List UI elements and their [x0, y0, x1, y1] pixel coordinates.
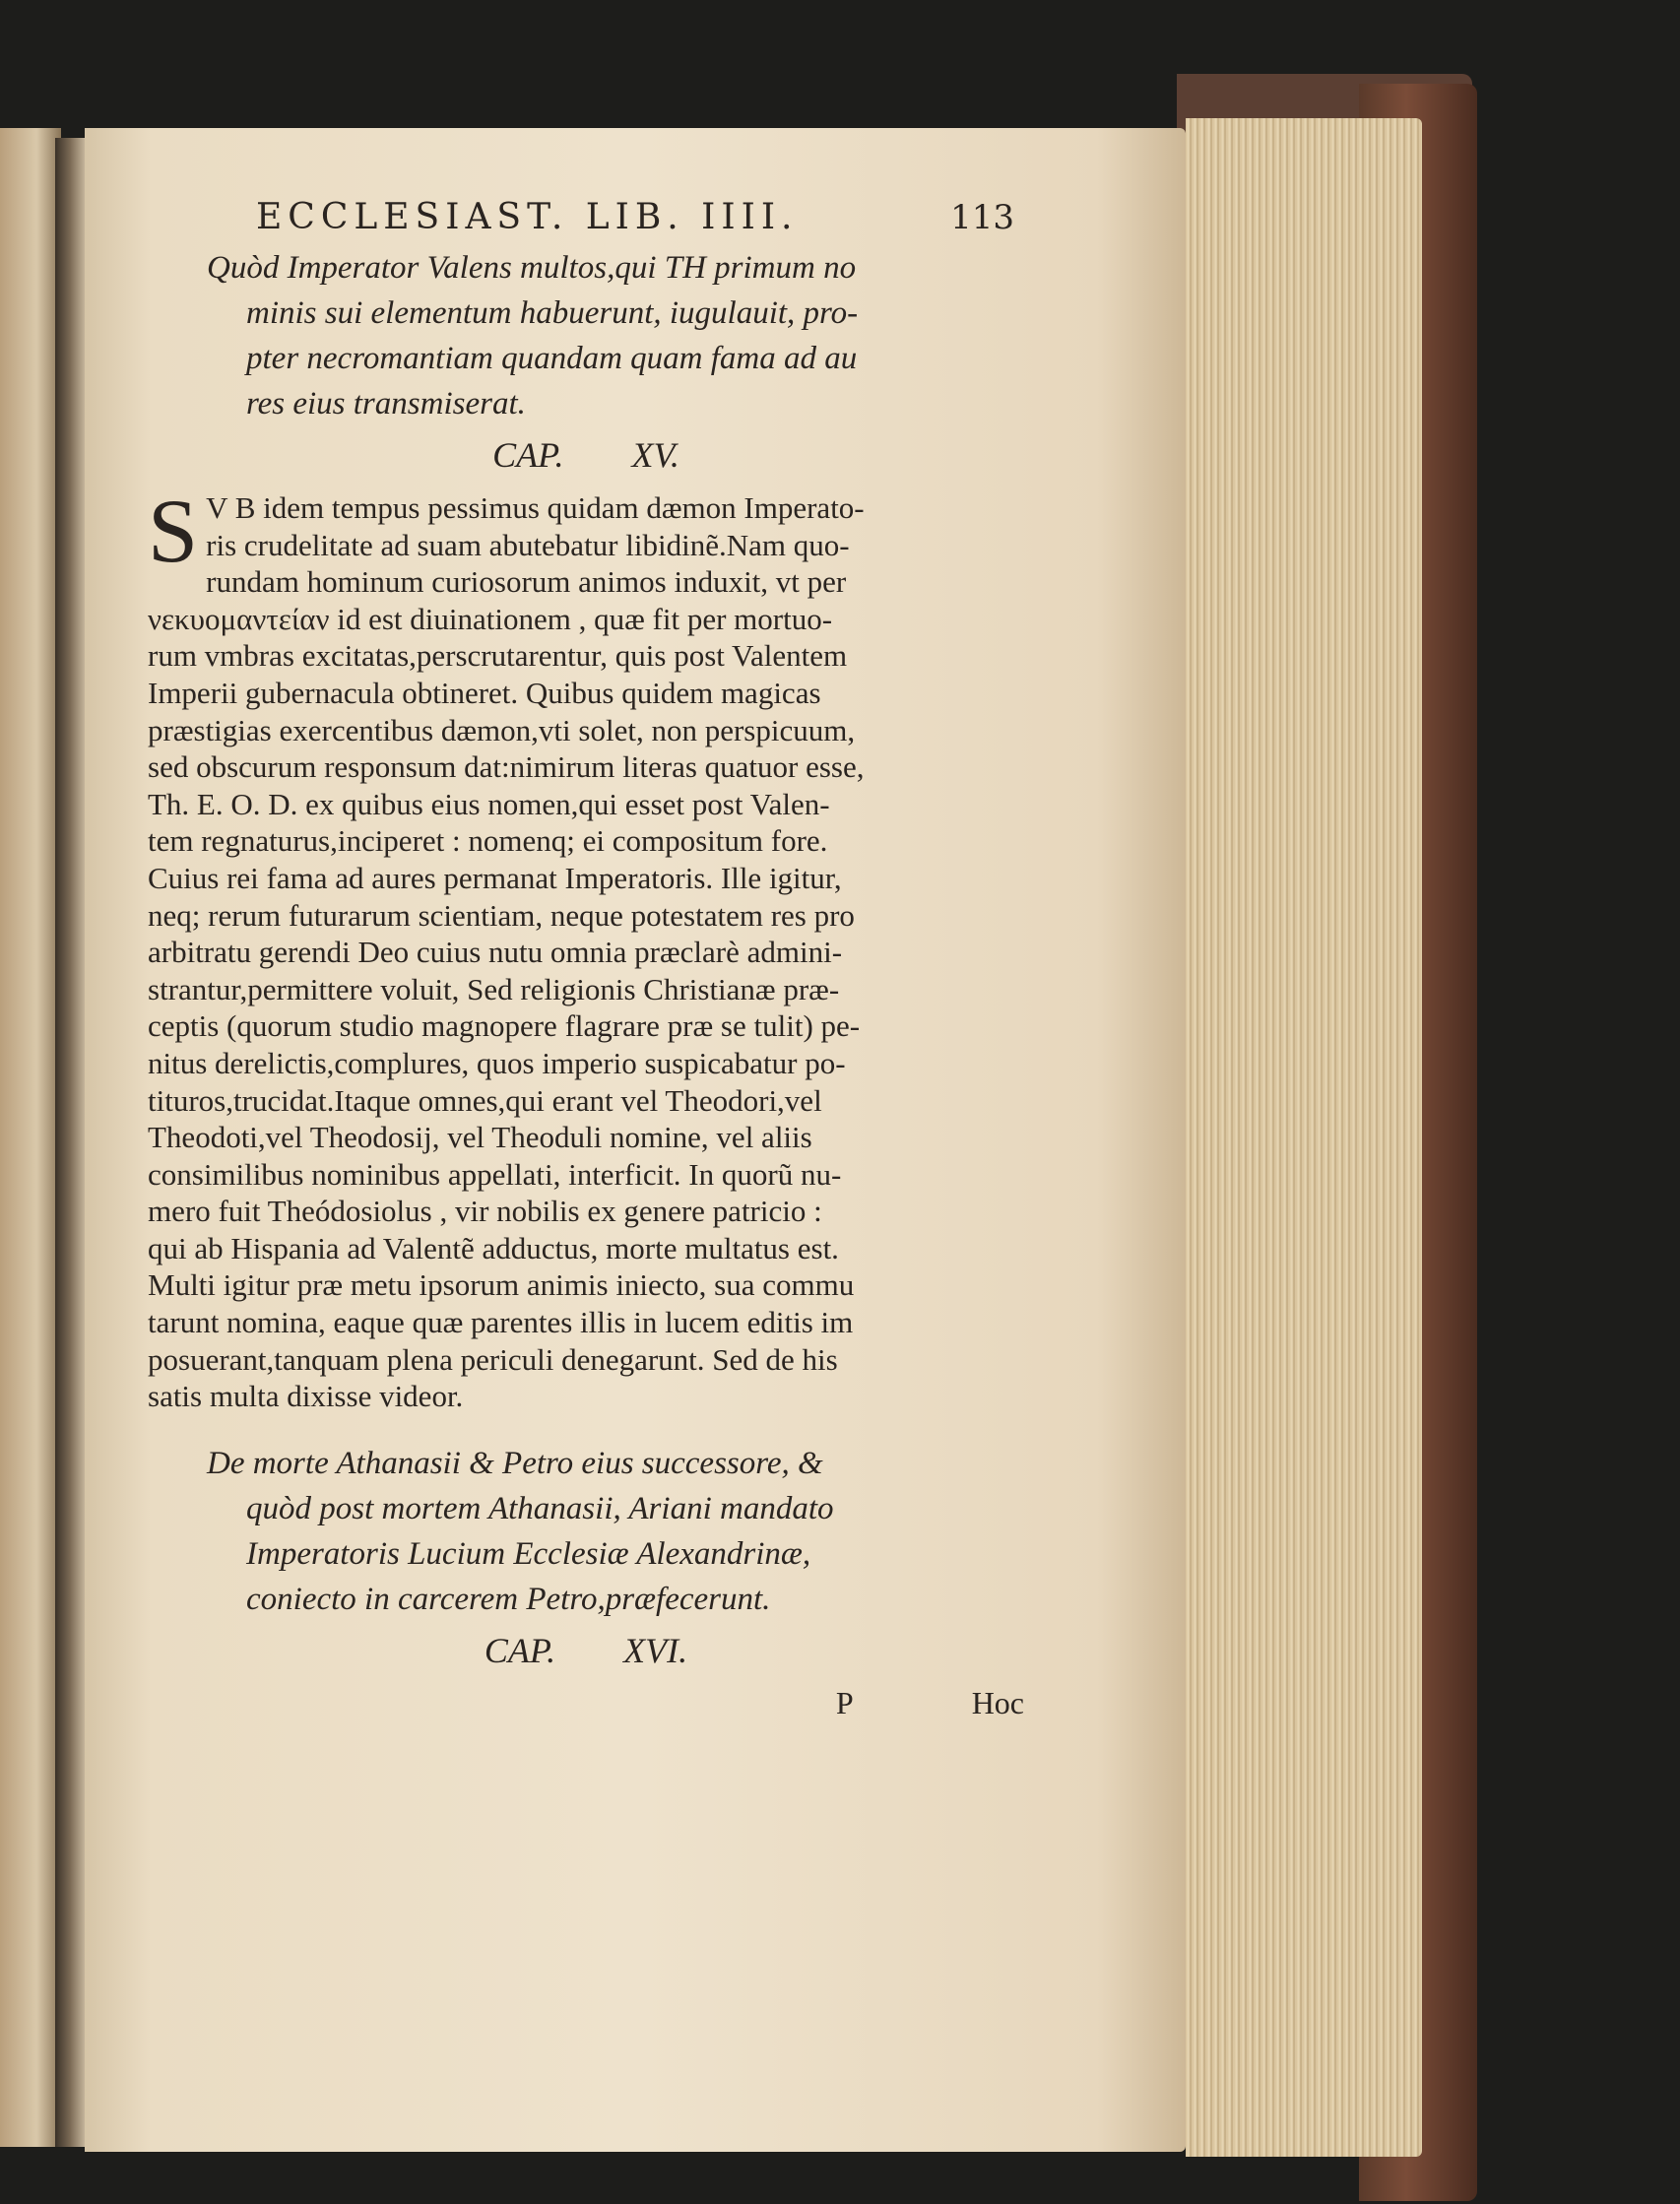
text-line: sed obscurum responsum dat:nimirum literas quatuor esse,	[148, 749, 865, 785]
text-line: nitus derelictis,complures, quos imperio suspicabatur po-	[148, 1045, 846, 1080]
text-line: posuerant,tanquam plena periculi denegarunt. Sed de his	[148, 1341, 838, 1377]
text-line: Imperii gubernacula obtineret. Quibus quidem magicas	[148, 675, 821, 710]
chapter-16-title	[207, 1441, 965, 1622]
text-line: strantur,permittere voluit, Sed religionis Christianæ præ-	[148, 971, 840, 1006]
text-line: tituros,trucidat.Itaque omnes,qui erant vel Theodori,vel	[148, 1082, 822, 1118]
running-head	[256, 197, 1014, 237]
running-head-title: ECCLESIAST. LIB. IIII.	[256, 197, 799, 237]
facing-page-edge	[0, 128, 61, 2147]
text-line: mero fuit Theódosiolus , vir nobilis ex genere patricio :	[148, 1194, 822, 1229]
chapter-15-heading: CAP. XV.	[492, 435, 679, 475]
text-line: Cuius rei fama ad aures permanat Imperatoris. Ille igitur,	[148, 860, 842, 895]
chapter-title-line: quòd post mortem Athanasii, Ariani mandato	[246, 1490, 834, 1526]
chapter-title-line: Imperatoris Lucium Ecclesiæ Alexandrinæ,	[246, 1535, 811, 1572]
chapter-title-line: Quòd Imperator Valens multos,qui TH primum no	[207, 250, 857, 286]
chapter-15-title	[207, 245, 965, 426]
chapter-title-line: res eius transmiserat.	[246, 386, 526, 421]
chapter-title-line: coniecto in carcerem Petro,præfecerunt.	[246, 1581, 771, 1617]
page-text	[148, 197, 1024, 1721]
text-line: neq; rerum futurarum scientiam, neque potestatem res pro	[148, 897, 855, 933]
text-line: satis multa dixisse videor.	[148, 1379, 464, 1414]
text-line: præstigias exercentibus dæmon,vti solet, non perspicuum,	[148, 712, 856, 747]
text-line: consimilibus nominibus appellati, interficit. In quorũ nu-	[148, 1156, 842, 1192]
chapter-title-line: minis sui elementum habuerunt, iugulauit, pro-	[246, 295, 859, 331]
chapter-title-line: pter necromantiam quandam quam fama ad au	[246, 341, 858, 376]
signature-mark: P	[835, 1684, 854, 1720]
text-line: tem regnaturus,inciperet : nomenq; ei compositum fore.	[148, 823, 828, 859]
text-line: ceptis (quorum studio magnopere flagrare præ se tulit) pe-	[148, 1008, 861, 1044]
text-line: rum vmbras excitatas,perscrutarentur, quis post Valentem	[148, 638, 848, 674]
text-line: ris crudelitate ad suam abutebatur libidinẽ.Nam quo-	[206, 527, 850, 562]
chapter-15-body	[148, 481, 1024, 1415]
catchword: Hoc	[971, 1684, 1024, 1720]
page-fore-edge	[1186, 118, 1422, 2157]
page-footer	[148, 1685, 1024, 1721]
text-line: Theodoti,vel Theodosij, vel Theoduli nomine, vel aliis	[148, 1120, 812, 1155]
text-line: arbitratu gerendi Deo cuius nutu omnia præclarè admini-	[148, 935, 843, 970]
text-line: qui ab Hispania ad Valentẽ adductus, morte multatus est.	[148, 1230, 839, 1265]
text-line: tarunt nomina, eaque quæ parentes illis in lucem editis im	[148, 1305, 854, 1340]
chapter-title-line: De morte Athanasii & Petro eius successore, &	[207, 1445, 823, 1481]
text-line: Th. E. O. D. ex quibus eius nomen,qui esset post Valen-	[148, 786, 830, 821]
chapter-16-heading: CAP. XVI.	[484, 1630, 688, 1670]
drop-cap: S	[148, 481, 199, 581]
book-gutter	[55, 138, 89, 2147]
text-line: Multi igitur præ metu ipsorum animis iniecto, sua commu	[148, 1267, 855, 1303]
text-line: νεκυομαντείαν id est diuinationem , quæ fit per mortuo-	[148, 601, 833, 636]
page-number: 113	[950, 198, 1014, 237]
text-line: V B idem tempus pessimus quidam dæmon Imperato-	[206, 490, 865, 525]
text-line: rundam hominum curiosorum animos induxit, vt per	[206, 564, 847, 600]
